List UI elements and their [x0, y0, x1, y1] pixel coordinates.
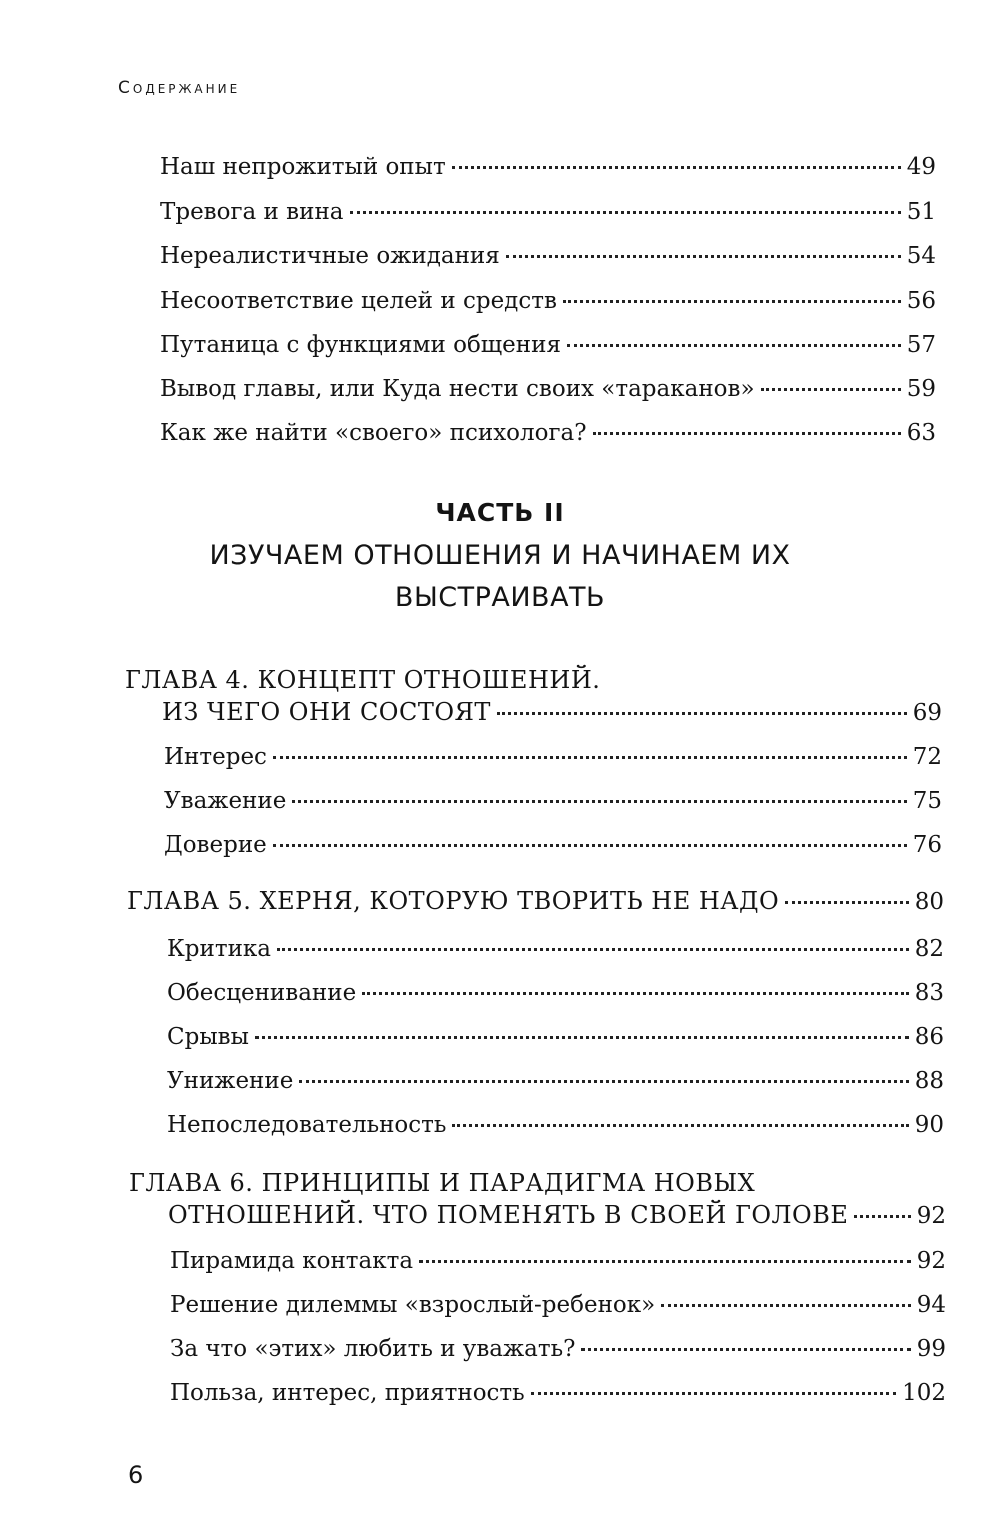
part-subtitle-line1: ИЗУЧАЕМ ОТНОШЕНИЯ И НАЧИНАЕМ ИХ: [209, 540, 791, 571]
toc-entry[interactable]: [164, 742, 942, 772]
toc-entry[interactable]: [160, 286, 936, 316]
toc-entry-label: Пирамида контакта: [170, 1248, 414, 1274]
toc-entry-page: 75: [912, 788, 942, 814]
toc-entry[interactable]: [160, 241, 936, 271]
leader-dots: [273, 844, 907, 847]
leader-dots: [273, 756, 907, 759]
leader-dots: [593, 432, 901, 435]
toc-entry-page: 54: [906, 243, 936, 269]
chapter-6-title-line1[interactable]: ГЛАВА 6. ПРИНЦИПЫ И ПАРАДИГМА НОВЫХ: [129, 1169, 756, 1197]
toc-entry[interactable]: [167, 934, 944, 964]
toc-entry[interactable]: [170, 1290, 946, 1320]
leader-dots: [506, 255, 901, 258]
toc-entry-page: 76: [912, 832, 942, 858]
leader-dots: [563, 300, 901, 303]
chapter-4-entry[interactable]: [162, 697, 942, 727]
toc-entry-page: 90: [914, 1112, 944, 1138]
toc-entry-label: Непоследовательность: [167, 1112, 447, 1138]
toc-entry-label: Нереалистичные ожидания: [160, 243, 500, 269]
toc-entry[interactable]: [167, 1022, 944, 1052]
toc-entry-label: Тревога и вина: [160, 199, 344, 225]
toc-entry-page: 82: [914, 936, 944, 962]
chapter-5-entry[interactable]: [127, 886, 944, 916]
toc-entry[interactable]: [170, 1378, 946, 1408]
toc-entry-label: Путаница с функциями общения: [160, 332, 561, 358]
toc-entry-page: 99: [916, 1336, 946, 1362]
toc-entry-page: 63: [906, 420, 936, 446]
toc-entry-page: 102: [902, 1380, 946, 1406]
chapter-4-page: 69: [912, 700, 942, 726]
leader-dots: [299, 1080, 908, 1083]
leader-dots: [531, 1392, 896, 1395]
toc-entry-label: Доверие: [164, 832, 267, 858]
leader-dots: [452, 166, 901, 169]
toc-entry[interactable]: [160, 374, 936, 404]
toc-entry[interactable]: [164, 830, 942, 860]
page-number: 6: [128, 1461, 144, 1489]
leader-dots: [292, 800, 906, 803]
toc-entry[interactable]: [164, 786, 942, 816]
toc-entry-page: 49: [906, 154, 936, 180]
leader-dots: [362, 992, 909, 995]
toc-entry-label: Уважение: [164, 788, 287, 814]
toc-entry-label: Интерес: [164, 744, 267, 770]
leader-dots: [452, 1124, 908, 1127]
toc-entry[interactable]: [167, 1066, 944, 1096]
leader-dots: [350, 211, 901, 214]
chapter-5-page: 80: [914, 889, 944, 915]
toc-entry-page: 57: [906, 332, 936, 358]
toc-entry[interactable]: [160, 152, 936, 182]
toc-entry-page: 72: [912, 744, 942, 770]
chapter-6-page: 92: [916, 1203, 946, 1229]
toc-entry[interactable]: [170, 1246, 946, 1276]
leader-dots: [567, 344, 901, 347]
toc-entry-label: Срывы: [167, 1024, 249, 1050]
toc-entry-page: 88: [914, 1068, 944, 1094]
toc-entry-label: Вывод главы, или Куда нести своих «тараканов»: [160, 376, 755, 402]
toc-entry-page: 94: [916, 1292, 946, 1318]
toc-entry-page: 86: [914, 1024, 944, 1050]
chapter-5-title: ГЛАВА 5. ХЕРНЯ, КОТОРУЮ ТВОРИТЬ НЕ НАДО: [127, 887, 780, 915]
toc-entry-label: За что «этих» любить и уважать?: [170, 1336, 576, 1362]
toc-entry[interactable]: [160, 418, 936, 448]
toc-entry-label: Унижение: [167, 1068, 294, 1094]
toc-entry[interactable]: [160, 330, 936, 360]
part-subtitle-line2: ВЫСТРАИВАТЬ: [394, 582, 606, 613]
leader-dots: [497, 712, 907, 715]
toc-entry-label: Критика: [167, 936, 271, 962]
leader-dots: [761, 388, 901, 391]
toc-entry-page: 92: [916, 1248, 946, 1274]
toc-entry-page: 56: [906, 288, 936, 314]
part-title: ЧАСТЬ II: [435, 498, 565, 527]
toc-entry-label: Наш непрожитый опыт: [160, 154, 446, 180]
leader-dots: [255, 1036, 909, 1039]
toc-entry-page: 51: [906, 199, 936, 225]
chapter-4-title-line2: ИЗ ЧЕГО ОНИ СОСТОЯТ: [162, 698, 491, 726]
toc-entry-page: 83: [914, 980, 944, 1006]
leader-dots: [785, 901, 909, 904]
toc-entry-label: Польза, интерес, приятность: [170, 1380, 525, 1406]
leader-dots: [581, 1348, 910, 1351]
toc-entry-label: Как же найти «своего» психолога?: [160, 420, 587, 446]
leader-dots: [419, 1260, 911, 1263]
toc-entry-page: 59: [906, 376, 936, 402]
chapter-6-title-line2: ОТНОШЕНИЙ. ЧТО ПОМЕНЯТЬ В СВОЕЙ ГОЛОВЕ: [168, 1201, 849, 1229]
chapter-6-entry[interactable]: [168, 1200, 946, 1230]
toc-entry[interactable]: [170, 1334, 946, 1364]
running-head: Содержание: [118, 78, 241, 98]
leader-dots: [277, 948, 909, 951]
toc-entry[interactable]: [167, 978, 944, 1008]
toc-entry-label: Обесценивание: [167, 980, 357, 1006]
chapter-4-title-line1[interactable]: ГЛАВА 4. КОНЦЕПТ ОТНОШЕНИЙ.: [125, 666, 601, 694]
leader-dots: [661, 1304, 910, 1307]
toc-entry-label: Несоответствие целей и средств: [160, 288, 557, 314]
toc-entry-label: Решение дилеммы «взрослый-ребенок»: [170, 1292, 656, 1318]
toc-entry[interactable]: [160, 197, 936, 227]
leader-dots: [854, 1215, 910, 1218]
toc-entry[interactable]: [167, 1110, 944, 1140]
